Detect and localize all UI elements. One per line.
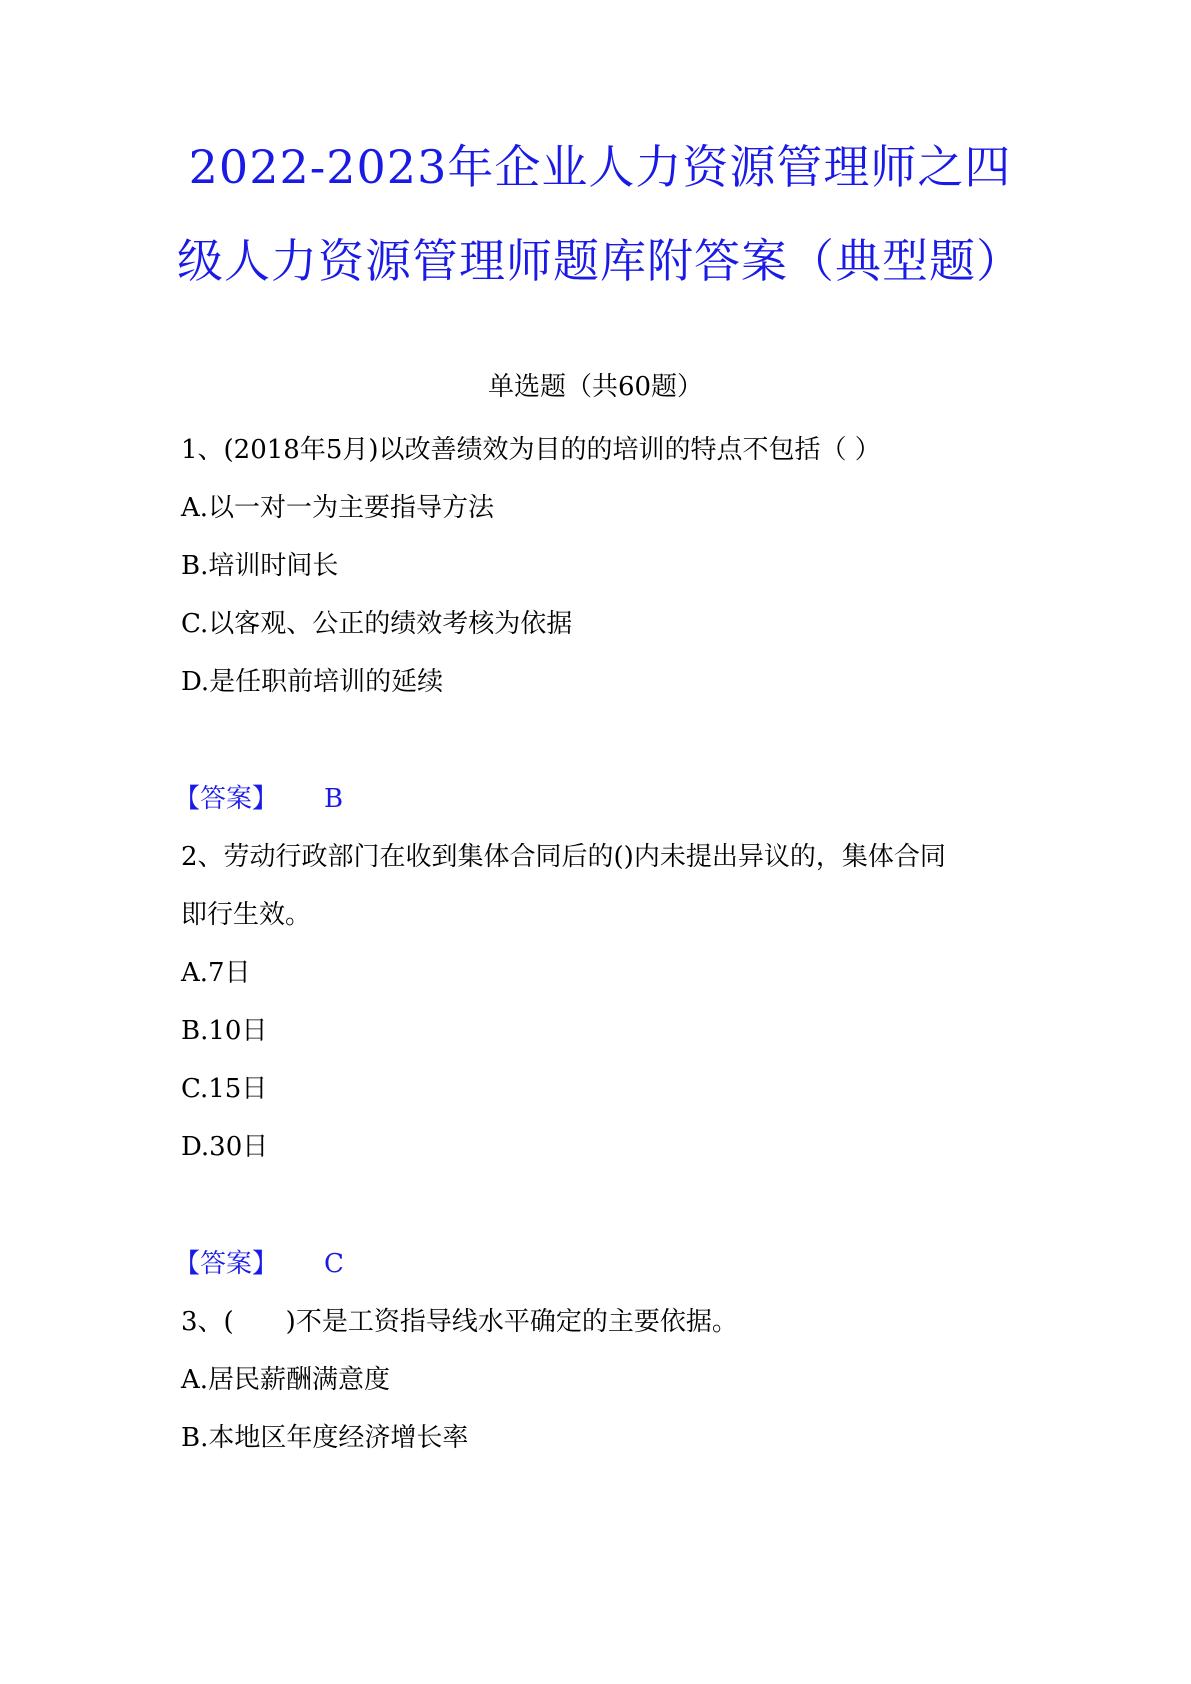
question-3-option-b: B.本地区年度经济增长率: [181, 1423, 469, 1453]
document-title-line-2: 级人力资源管理师题库附答案（典型题）: [177, 234, 1023, 288]
question-1-answer: [174, 786, 343, 812]
document-title-line-1: 2022-2023年企业人力资源管理师之四: [188, 140, 1012, 194]
question-2-option-c: C.15日: [181, 1074, 268, 1104]
question-3-option-a: A.居民薪酬满意度: [181, 1365, 391, 1395]
question-1-option-d: D.是任职前培训的延续: [181, 667, 444, 697]
question-2-option-a: A.7日: [181, 958, 251, 988]
answer-value: B: [324, 784, 344, 814]
question-1-option-b: B.培训时间长: [181, 551, 339, 581]
answer-value: C: [324, 1249, 344, 1279]
question-1-option-c: C.以客观、公正的绩效考核为依据: [181, 609, 573, 639]
question-3-stem: 3、( )不是工资指导线水平确定的主要依据。: [181, 1307, 738, 1337]
question-2-option-b: B.10日: [181, 1016, 268, 1046]
question-2-stem-line-2: 即行生效。: [181, 900, 312, 930]
question-1-stem: 1、(2018年5月)以改善绩效为目的的培训的特点不包括（ ）: [181, 435, 881, 465]
answer-label: 【答案】: [174, 784, 279, 814]
question-2-answer: [174, 1251, 344, 1277]
section-heading: 单选题（共60题）: [487, 372, 704, 402]
question-2-option-d: D.30日: [181, 1132, 269, 1162]
question-1-option-a: A.以一对一为主要指导方法: [181, 493, 495, 523]
answer-label: 【答案】: [174, 1249, 279, 1279]
question-2-stem-line-1: 2、劳动行政部门在收到集体合同后的()内未提出异议的，集体合同: [181, 842, 946, 872]
